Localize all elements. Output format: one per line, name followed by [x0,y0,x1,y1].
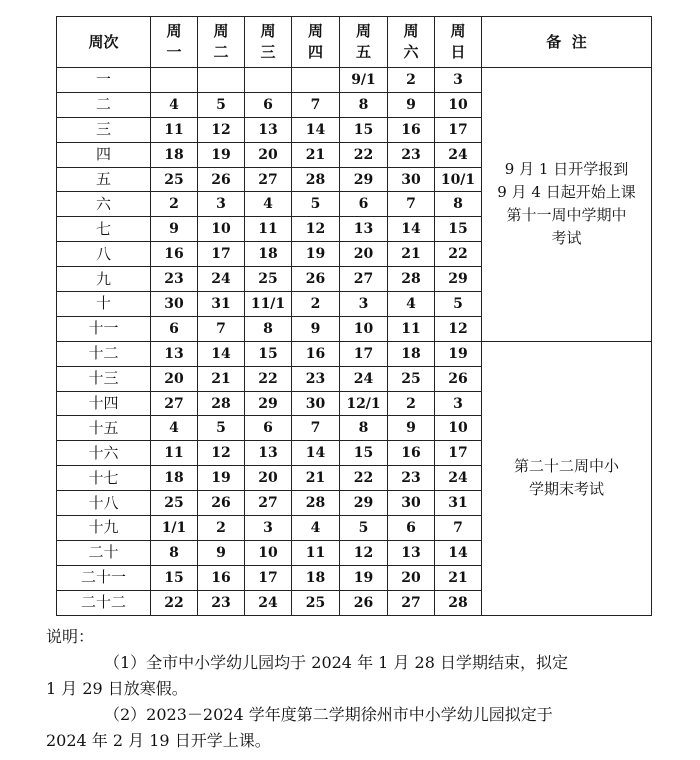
date-cell-mon: 11 [151,441,198,466]
explanation-title: 说明： [46,627,95,646]
day-header-sat: 周 六 [388,17,435,68]
date-cell-thu: 14 [292,117,340,142]
week-label: 二十 [57,540,151,565]
date-cell-tue: 3 [198,192,245,217]
date-cell-fri: 3 [340,292,388,317]
date-cell-wed: 22 [245,366,292,391]
date-cell-fri: 27 [340,267,388,292]
remark-line: 第十一周中学期中 [506,206,627,225]
explanation-item2-line1: （2）2023－2024 学年度第二学期徐州市中小学幼儿园拟定于 [104,705,553,724]
explanation-item1-line1: （1）全市中小学幼儿园均于 2024 年 1 月 28 日学期结束，拟定 [104,653,568,672]
date-cell-wed: 17 [245,565,292,590]
date-cell-sat: 16 [388,117,435,142]
date-cell-thu: 26 [292,267,340,292]
date-cell-tue: 12 [198,441,245,466]
date-cell-thu: 7 [292,416,340,441]
day-header-fri: 周 五 [340,17,388,68]
date-cell-sat: 4 [388,292,435,317]
date-cell-fri: 6 [340,192,388,217]
date-cell-tue: 21 [198,366,245,391]
date-cell-thu: 21 [292,142,340,167]
date-cell-mon: 8 [151,540,198,565]
date-cell-tue: 23 [198,590,245,615]
school-calendar-table [56,16,652,616]
table-row [57,341,652,366]
date-cell-sun: 12 [435,316,482,341]
date-cell-tue: 12 [198,117,245,142]
date-cell-wed: 20 [245,142,292,167]
date-cell-thu: 9 [292,316,340,341]
week-label: 十三 [57,366,151,391]
date-cell-thu: 18 [292,565,340,590]
date-cell-thu: 5 [292,192,340,217]
date-cell-fri: 29 [340,491,388,516]
date-cell-thu: 2 [292,292,340,317]
date-cell-wed: 8 [245,316,292,341]
week-label: 三 [57,117,151,142]
week-label: 七 [57,217,151,242]
date-cell-thu: 28 [292,167,340,192]
week-label: 六 [57,192,151,217]
date-cell-thu: 30 [292,391,340,416]
date-cell-wed: 13 [245,441,292,466]
date-cell-wed: 4 [245,192,292,217]
date-cell-thu: 23 [292,366,340,391]
date-cell-sun: 10/1 [435,167,482,192]
date-cell-sat: 2 [388,391,435,416]
date-cell-tue: 7 [198,316,245,341]
remark-line: 学期末考试 [528,480,604,499]
date-cell-mon: 18 [151,466,198,491]
date-cell-wed: 25 [245,267,292,292]
date-cell-sun: 29 [435,267,482,292]
date-cell-thu: 19 [292,242,340,267]
date-cell-tue [198,68,245,93]
week-label: 十一 [57,316,151,341]
date-cell-fri: 5 [340,516,388,541]
date-cell-wed: 10 [245,540,292,565]
date-cell-fri: 17 [340,341,388,366]
date-cell-fri: 26 [340,590,388,615]
week-label: 十七 [57,466,151,491]
date-cell-sat: 23 [388,466,435,491]
remark-header: 备 注 [482,17,652,68]
date-cell-sun: 3 [435,391,482,416]
date-cell-fri: 13 [340,217,388,242]
date-cell-thu: 16 [292,341,340,366]
date-cell-wed: 3 [245,516,292,541]
date-cell-sun: 10 [435,92,482,117]
date-cell-sat: 11 [388,316,435,341]
date-cell-sat: 7 [388,192,435,217]
date-cell-sat: 20 [388,565,435,590]
date-cell-fri: 8 [340,92,388,117]
date-cell-sat: 18 [388,341,435,366]
date-cell-mon: 25 [151,167,198,192]
date-cell-mon: 23 [151,267,198,292]
date-cell-tue: 5 [198,92,245,117]
date-cell-fri: 29 [340,167,388,192]
week-label: 二十一 [57,565,151,590]
date-cell-thu: 21 [292,466,340,491]
week-label: 十 [57,292,151,317]
date-cell-sun: 10 [435,416,482,441]
date-cell-sat: 30 [388,167,435,192]
date-cell-thu: 14 [292,441,340,466]
remark-line: 9 月 4 日起开始上课 [497,183,636,202]
date-cell-sat: 13 [388,540,435,565]
date-cell-sun: 19 [435,341,482,366]
date-cell-wed: 27 [245,167,292,192]
date-cell-fri: 10 [340,316,388,341]
date-cell-tue: 17 [198,242,245,267]
date-cell-wed: 6 [245,92,292,117]
date-cell-wed: 11 [245,217,292,242]
date-cell-mon [151,68,198,93]
week-label: 十五 [57,416,151,441]
date-cell-fri: 22 [340,142,388,167]
date-cell-wed: 6 [245,416,292,441]
date-cell-sun: 22 [435,242,482,267]
date-cell-mon: 9 [151,217,198,242]
date-cell-tue: 16 [198,565,245,590]
date-cell-fri: 19 [340,565,388,590]
date-cell-sat: 14 [388,217,435,242]
table-row [57,68,652,93]
date-cell-fri: 20 [340,242,388,267]
date-cell-wed [245,68,292,93]
week-label: 九 [57,267,151,292]
date-cell-thu: 4 [292,516,340,541]
date-cell-mon: 15 [151,565,198,590]
date-cell-thu: 25 [292,590,340,615]
date-cell-wed: 20 [245,466,292,491]
date-cell-fri: 12 [340,540,388,565]
date-cell-mon: 30 [151,292,198,317]
week-label: 十二 [57,341,151,366]
date-cell-mon: 18 [151,142,198,167]
date-cell-wed: 11/1 [245,292,292,317]
date-cell-tue: 19 [198,142,245,167]
date-cell-thu: 11 [292,540,340,565]
date-cell-sun: 24 [435,142,482,167]
date-cell-sun: 21 [435,565,482,590]
date-cell-sun: 28 [435,590,482,615]
day-header-wed: 周 三 [245,17,292,68]
week-label: 十九 [57,516,151,541]
date-cell-wed: 24 [245,590,292,615]
date-cell-sun: 8 [435,192,482,217]
day-header-tue: 周 二 [198,17,245,68]
date-cell-tue: 28 [198,391,245,416]
date-cell-sun: 3 [435,68,482,93]
date-cell-sun: 17 [435,117,482,142]
week-label: 一 [57,68,151,93]
date-cell-sun: 31 [435,491,482,516]
date-cell-mon: 4 [151,416,198,441]
date-cell-sat: 23 [388,142,435,167]
week-header: 周次 [57,17,151,68]
date-cell-sun: 17 [435,441,482,466]
date-cell-wed: 15 [245,341,292,366]
date-cell-fri: 22 [340,466,388,491]
date-cell-thu [292,68,340,93]
date-cell-mon: 22 [151,590,198,615]
date-cell-mon: 16 [151,242,198,267]
date-cell-sun: 24 [435,466,482,491]
date-cell-sat: 28 [388,267,435,292]
date-cell-tue: 5 [198,416,245,441]
date-cell-sat: 27 [388,590,435,615]
date-cell-thu: 7 [292,92,340,117]
remark-second-half [482,341,652,615]
date-cell-mon: 20 [151,366,198,391]
week-label: 五 [57,167,151,192]
date-cell-sat: 9 [388,416,435,441]
remark-first-semester-half [482,68,652,342]
week-label: 四 [57,142,151,167]
date-cell-mon: 6 [151,316,198,341]
week-label: 十四 [57,391,151,416]
explanation [46,624,686,754]
date-cell-fri: 12/1 [340,391,388,416]
date-cell-wed: 13 [245,117,292,142]
date-cell-sat: 2 [388,68,435,93]
date-cell-sat: 30 [388,491,435,516]
date-cell-sat: 16 [388,441,435,466]
remark-line: 考试 [551,229,582,248]
date-cell-sun: 5 [435,292,482,317]
week-label: 十八 [57,491,151,516]
date-cell-mon: 25 [151,491,198,516]
date-cell-fri: 15 [340,117,388,142]
week-label: 八 [57,242,151,267]
date-cell-mon: 4 [151,92,198,117]
date-cell-tue: 31 [198,292,245,317]
date-cell-tue: 14 [198,341,245,366]
date-cell-wed: 29 [245,391,292,416]
date-cell-sun: 7 [435,516,482,541]
day-header-sun: 周 日 [435,17,482,68]
date-cell-fri: 15 [340,441,388,466]
explanation-item2-line2: 2024 年 2 月 19 日开学上课。 [46,731,271,750]
date-cell-tue: 24 [198,267,245,292]
date-cell-mon: 27 [151,391,198,416]
day-header-mon: 周 一 [151,17,198,68]
week-label: 十六 [57,441,151,466]
remark-line: 9 月 1 日开学报到 [504,160,629,179]
remark-line: 第二十二周中小 [513,457,619,476]
date-cell-fri: 9/1 [340,68,388,93]
date-cell-sun: 14 [435,540,482,565]
date-cell-tue: 26 [198,491,245,516]
week-label: 二十二 [57,590,151,615]
date-cell-wed: 18 [245,242,292,267]
date-cell-sat: 21 [388,242,435,267]
date-cell-sat: 25 [388,366,435,391]
week-label: 二 [57,92,151,117]
date-cell-thu: 28 [292,491,340,516]
date-cell-mon: 2 [151,192,198,217]
date-cell-fri: 24 [340,366,388,391]
date-cell-sat: 9 [388,92,435,117]
day-header-thu: 周 四 [292,17,340,68]
date-cell-sun: 26 [435,366,482,391]
date-cell-sun: 15 [435,217,482,242]
date-cell-mon: 1/1 [151,516,198,541]
date-cell-tue: 19 [198,466,245,491]
header-row [57,17,652,68]
date-cell-tue: 9 [198,540,245,565]
date-cell-fri: 8 [340,416,388,441]
date-cell-tue: 2 [198,516,245,541]
date-cell-tue: 10 [198,217,245,242]
date-cell-mon: 13 [151,341,198,366]
date-cell-thu: 12 [292,217,340,242]
date-cell-tue: 26 [198,167,245,192]
explanation-item1-line2: 1 月 29 日放寒假。 [46,679,188,698]
date-cell-mon: 11 [151,117,198,142]
date-cell-sat: 6 [388,516,435,541]
date-cell-wed: 27 [245,491,292,516]
